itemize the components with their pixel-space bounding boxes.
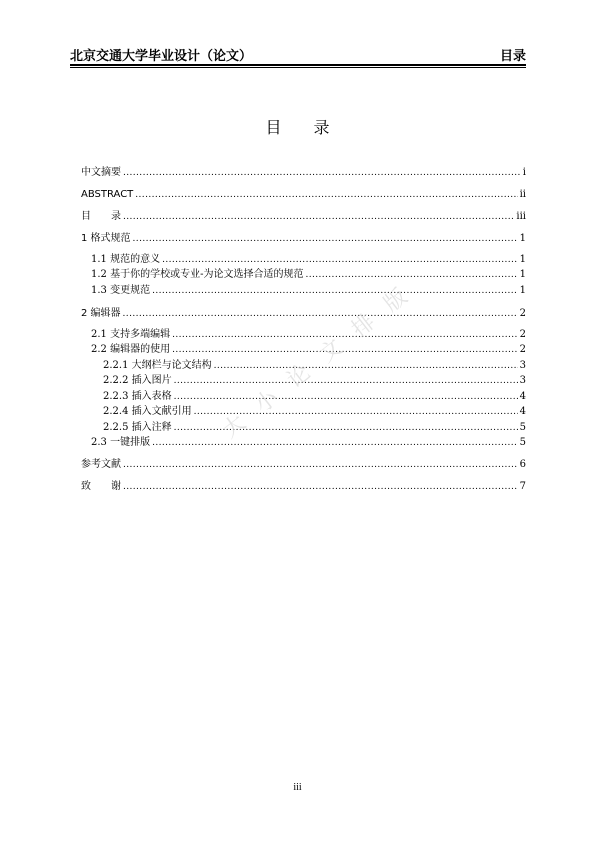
toc-entry-label: 2 编辑器 [81, 308, 121, 319]
header-rule-thick [70, 64, 526, 66]
toc-entry-page: 1 [519, 233, 526, 244]
toc-entry-label: 1.1 规范的意义 [91, 254, 161, 265]
toc-entry-label: 中文摘要 [81, 167, 121, 178]
toc-leader-dots [174, 390, 518, 404]
toc-leader-dots [123, 210, 514, 224]
toc-leader-dots [135, 188, 517, 202]
toc-entry-label: 2.2.1 大纲栏与论文结构 [103, 360, 212, 371]
toc-entry[interactable] [81, 480, 526, 494]
toc-entry-label: ABSTRACT [81, 189, 134, 200]
toc-leader-dots [214, 359, 518, 373]
toc-leader-dots [123, 480, 518, 494]
toc-leader-dots [162, 253, 518, 267]
toc-entry-label: 2.1 支持多端编辑 [91, 329, 171, 340]
toc-entry-label: 2.2.3 插入表格 [103, 391, 172, 402]
toc-entry-label: 1.2 基于你的学校或专业-为论文选择合适的规范 [91, 269, 304, 280]
toc-entry-page: 6 [519, 459, 526, 470]
toc-leader-dots [123, 458, 518, 472]
toc-entry-page: 3 [519, 375, 526, 386]
toc-entry-page: 2 [519, 308, 526, 319]
toc-entry-page: 5 [519, 422, 526, 433]
toc-entry-label: 致 谢 [81, 481, 121, 492]
toc-entry[interactable] [81, 307, 526, 321]
toc-entry-page: 3 [519, 360, 526, 371]
toc-leader-dots [123, 307, 518, 321]
page-number: iii [293, 782, 302, 793]
toc-entry-page: 1 [519, 254, 526, 265]
toc-entry-label: 参考文献 [81, 459, 121, 470]
toc-leader-dots [174, 374, 518, 388]
toc-leader-dots [152, 284, 518, 298]
toc-entry[interactable] [91, 328, 526, 342]
toc-leader-dots [305, 268, 517, 282]
toc-entry[interactable] [103, 421, 526, 435]
toc-entry[interactable] [91, 436, 526, 450]
toc-entry[interactable] [91, 268, 526, 282]
toc-entry-page: ii [519, 189, 526, 200]
toc-entry-page: 4 [519, 406, 526, 417]
toc-entry[interactable] [81, 210, 526, 224]
toc-entry-label: 2.3 一键排版 [91, 437, 151, 448]
toc-leader-dots [152, 436, 518, 450]
toc-entry[interactable] [103, 390, 526, 404]
header-section: 目录 [499, 49, 526, 64]
toc-leader-dots [133, 232, 518, 246]
toc-entry[interactable] [91, 253, 526, 267]
toc-entry[interactable] [81, 232, 526, 246]
toc-entry-label: 1 格式规范 [81, 233, 131, 244]
toc-entry-page: 1 [519, 269, 526, 280]
toc-entry-label: 2.2 编辑器的使用 [91, 344, 171, 355]
toc-entry-page: 2 [519, 329, 526, 340]
toc-entry-label: 2.2.4 插入文献引用 [103, 406, 192, 417]
toc-entry-page: 1 [519, 285, 526, 296]
header-title: 北京交通大学毕业设计（论文） [70, 49, 253, 64]
toc-entry-page: i [522, 167, 526, 178]
toc-entry[interactable] [81, 188, 526, 202]
toc-entry-label: 2.2.2 插入图片 [103, 375, 172, 386]
toc-entry-page: 5 [519, 437, 526, 448]
toc-entry[interactable] [81, 458, 526, 472]
page-title: 目 录 [265, 118, 330, 137]
toc-entry[interactable] [103, 405, 526, 419]
toc-leader-dots [123, 166, 521, 180]
toc-entry-label: 1.3 变更规范 [91, 285, 151, 296]
header-rule-thin [70, 67, 526, 68]
toc-entry-label: 目 录 [81, 211, 121, 222]
toc-entry-page: 4 [519, 391, 526, 402]
toc-entry-page: iii [516, 211, 526, 222]
watermark: 大 小 论 文 排 版 [218, 280, 418, 444]
toc-entry-page: 2 [519, 344, 526, 355]
toc-entry-page: 7 [519, 481, 526, 492]
toc-entry[interactable] [81, 166, 526, 180]
toc-entry[interactable] [91, 284, 526, 298]
toc-entry-label: 2.2.5 插入注释 [103, 422, 172, 433]
running-header [70, 44, 526, 64]
